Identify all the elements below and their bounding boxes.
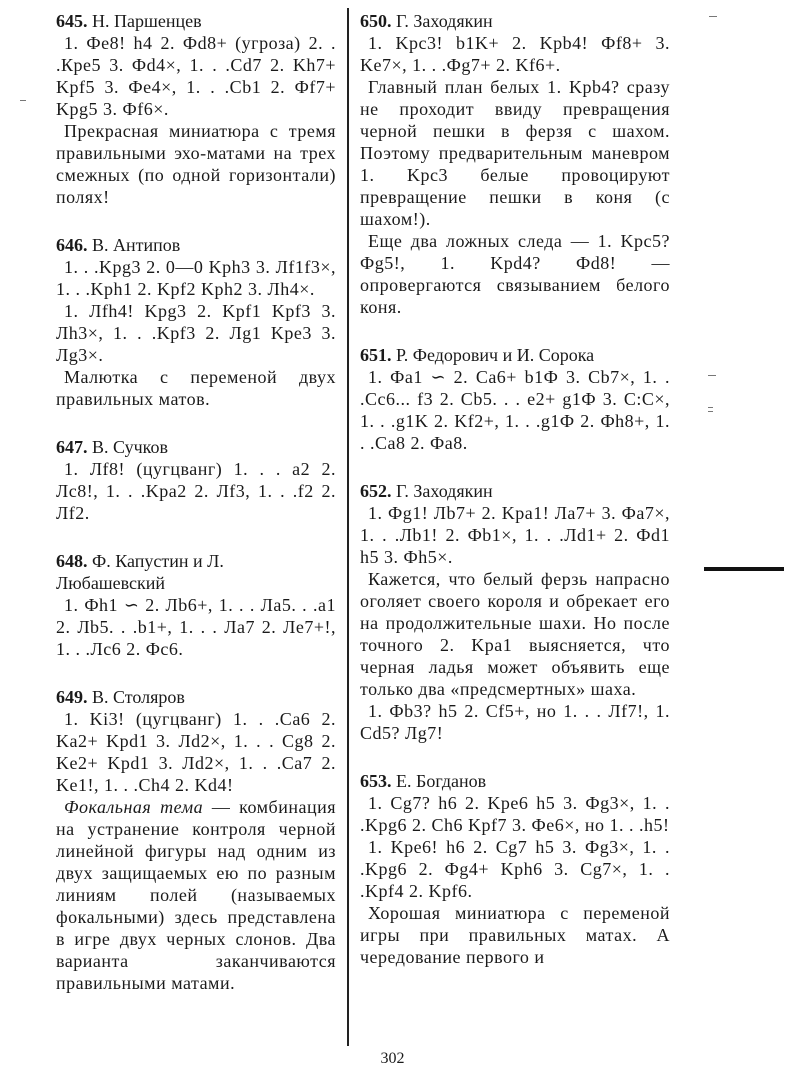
problem-645	[56, 10, 336, 208]
problem-649	[56, 686, 336, 994]
solution-text: 1. Kpe6! h6 2. Cg7 h5 3. Фg3×, 1. . .Kpg6 2. Фg4+ Kph6 3. Cg7×, 1. . .Kpf4 2. Kpf6.	[360, 837, 670, 901]
page-number: 302	[380, 1050, 405, 1067]
solution-text: 1. Фg1! Лb7+ 2. Kpa1! Лa7+ 3. Фa7×, 1. . .Лb1! 2. Фb1×, 1. . .Лd1+ 2. Фd1 h5 3. Фh5×.	[360, 503, 670, 567]
solution-text: 1. Лfh4! Kpg3 2. Kpf1 Kpf3 3. Лh3×, 1. . .Kpf3 2. Лg1 Kpe3 3. Лg3×.	[56, 301, 336, 365]
solution-text: 1. Фh1 ∽ 2. Лb6+, 1. . . Лa5. . .a1 2. Лb5. . .b1+, 1. . . Лa7 2. Лe7+!, 1. . .Лc6 2. Фc6.	[56, 595, 336, 659]
problem-number: 646.	[56, 235, 88, 255]
problem-heading	[56, 550, 336, 594]
solution-text: 1. Ki3! (цугцванг) 1. . .Ca6 2. Ka2+ Kpd1 3. Лd2×, 1. . . Cg8 2. Ke2+ Kpd1 3. Лd2×, 1. . .Ca7 2. Ke1!, 1. . .Ch4 2. Kd4!	[56, 709, 336, 795]
problem-author: В. Антипов	[92, 235, 181, 255]
problem-number: 653.	[360, 771, 392, 791]
margin-tick	[708, 411, 713, 412]
solution-text: 1. Cg7? h6 2. Kpe6 h5 3. Фg3×, 1. . .Kpg6 2. Ch6 Kpf7 3. Фe6×, но 1. . .h5!	[360, 793, 670, 835]
problem-heading	[56, 436, 336, 458]
problem-heading	[56, 234, 336, 256]
problem-author: Р. Федорович и И. Сорока	[396, 345, 595, 365]
problem-number: 647.	[56, 437, 88, 457]
problem-author: Ф. Капустин и Л. Любашевский	[56, 551, 224, 593]
margin-tick	[708, 407, 713, 408]
problem-number: 652.	[360, 481, 392, 501]
problem-647	[56, 436, 336, 524]
problem-author: Г. Заходякин	[396, 11, 493, 31]
problem-author: Е. Богданов	[396, 771, 487, 791]
solution-text: 1. Лf8! (цугцванг) 1. . . a2 2. Лc8!, 1. . .Kpa2 2. Лf3, 1. . .f2 2. Лf2.	[56, 459, 336, 523]
problem-author: Г. Заходякин	[396, 481, 493, 501]
problem-653	[360, 770, 670, 968]
solution-text: 1. Фe8! h4 2. Фd8+ (угроза) 2. . .Крe5 3. Фd4×, 1. . .Cd7 2. Kh7+ Kpf5 3. Фe4×, 1. . .Cb1 2. Фf7+ Kpg5 3. Фf6×.	[56, 33, 336, 119]
problem-number: 645.	[56, 11, 88, 31]
theme-definition: — комбинация на устранение контроля черной линейной фигуры над одним из двух защищаемых ею по разным линиям полей (называемых фокальными) здесь представлена в игре двух черных слонов. Два варианта заканчиваются правильными матами.	[56, 797, 336, 993]
margin-tick	[20, 100, 26, 101]
solution-text: 1. Kpc3! b1K+ 2. Kpb4! Фf8+ 3. Ke7×, 1. . .Фg7+ 2. Kf6+.	[360, 33, 670, 75]
right-column	[360, 10, 670, 968]
problem-650	[360, 10, 670, 318]
column-divider	[347, 8, 349, 1046]
theme-term: Фокальная тема	[64, 797, 204, 817]
commentary-text: Хорошая миниатюра с переменой игры при правильных матах. А чередование первого и	[360, 903, 670, 967]
problem-648	[56, 550, 336, 660]
commentary-text: Еще два ложных следа — 1. Kpc5? Фg5!, 1. Kpd4? Фd8! — опровергаются связыванием белого коня.	[360, 231, 670, 317]
problem-651	[360, 344, 670, 454]
problem-author: В. Столяров	[92, 687, 185, 707]
problem-646	[56, 234, 336, 410]
commentary-text: Кажется, что белый ферзь напрасно оголяет своего короля и обрекает его на продолжительные шахи. Но после точного 2. Kpa1 выясняется, что черная ладья может объявить еще только два «предсмертных» шаха.	[360, 569, 670, 699]
problem-number: 648.	[56, 551, 88, 571]
margin-rule	[704, 567, 784, 571]
problem-heading	[56, 686, 336, 708]
problem-heading	[360, 770, 670, 792]
problem-author: В. Сучков	[92, 437, 168, 457]
commentary-text: Прекрасная миниатюра с тремя правильными эхо-матами на трех смежных (по одной горизонтали) полях!	[56, 121, 336, 207]
problem-652	[360, 480, 670, 744]
solution-text: 1. . .Kpg3 2. 0—0 Kph3 3. Лf1f3×, 1. . .Kph1 2. Kpf2 Kph2 3. Лh4×.	[56, 257, 336, 299]
solution-text: 1. Фb3? h5 2. Cf5+, но 1. . . Лf7!, 1. Cd5? Лg7!	[360, 701, 670, 743]
margin-tick	[708, 375, 716, 376]
problem-heading	[360, 10, 670, 32]
problem-number: 651.	[360, 345, 392, 365]
problem-number: 649.	[56, 687, 88, 707]
margin-tick	[709, 16, 717, 17]
problem-number: 650.	[360, 11, 392, 31]
problem-heading	[360, 344, 670, 366]
left-column	[56, 10, 336, 994]
commentary-text	[56, 796, 336, 994]
solution-text: 1. Фa1 ∽ 2. Ca6+ b1Ф 3. Cb7×, 1. . .Cc6... f3 2. Cb5. . . e2+ g1Ф 3. C:C×, 1. . .g1K 2. Kf2+, 1. . .g1Ф 2. Фh8+, 1. . .Ca8 2. Фa8.	[360, 367, 670, 453]
problem-heading	[56, 10, 336, 32]
commentary-text: Главный план белых 1. Kpb4? сразу не проходит ввиду превращения черной пешки в ферзя с шахом. Поэтому предварительным маневром 1. Kpc3 белые провоцируют превращение пешки в коня (с шахом!).	[360, 77, 670, 229]
problem-heading	[360, 480, 670, 502]
problem-author: Н. Паршенцев	[92, 11, 202, 31]
commentary-text: Малютка с переменой двух правильных матов.	[56, 367, 336, 409]
